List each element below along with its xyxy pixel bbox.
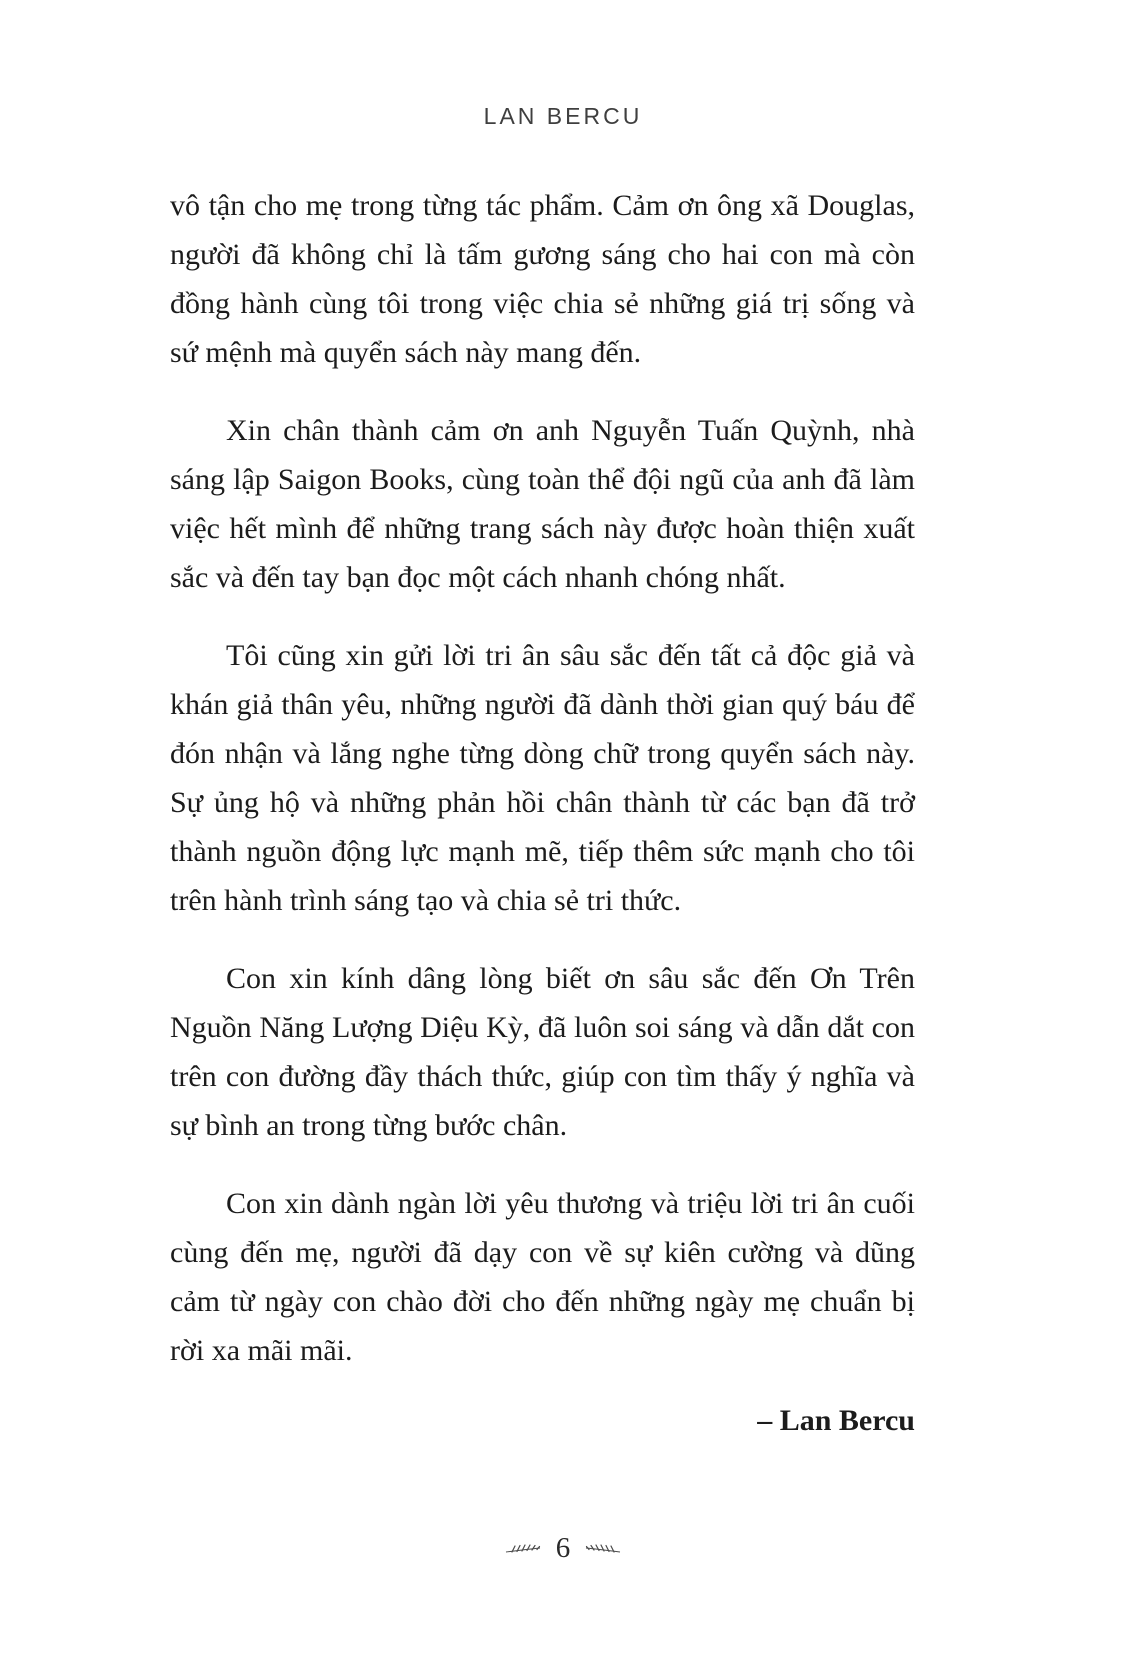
paragraph: vô tận cho mẹ trong từng tác phẩm. Cảm ơn ông xã Douglas, người đã không chỉ là tấm gương sáng cho hai con mà còn đồng hành cùng tôi trong việc chia sẻ những giá trị sống và sứ mệnh mà quyển sách này mang đến.	[170, 189, 915, 369]
laurel-sprig-right-icon	[584, 1542, 622, 1556]
paragraph: Xin chân thành cảm ơn anh Nguyễn Tuấn Quỳnh, nhà sáng lập Saigon Books, cùng toàn thể đội ngũ của anh đã làm việc hết mình để những trang sách này được hoàn thiện xuất sắc và đến tay bạn đọc một cách nhanh chóng nhất.	[170, 414, 915, 594]
running-header: LAN BERCU	[483, 103, 643, 129]
page-footer	[0, 1534, 1126, 1563]
paragraph: Con xin kính dâng lòng biết ơn sâu sắc đến Ơn Trên Nguồn Năng Lượng Diệu Kỳ, đã luôn soi sáng và dẫn dắt con trên con đường đầy thách thức, giúp con tìm thấy ý nghĩa và sự bình an trong từng bước chân.	[170, 962, 915, 1142]
page-number: 6	[555, 1532, 571, 1564]
laurel-sprig-left-icon	[504, 1542, 542, 1556]
page-body-text	[170, 181, 915, 1438]
author-signature: – Lan Bercu	[757, 1404, 915, 1437]
paragraph: Tôi cũng xin gửi lời tri ân sâu sắc đến tất cả độc giả và khán giả thân yêu, những người đã dành thời gian quý báu để đón nhận và lắng nghe từng dòng chữ trong quyển sách này. Sự ủng hộ và những phản hồi chân thành từ các bạn đã trở thành nguồn động lực mạnh mẽ, tiếp thêm sức mạnh cho tôi trên hành trình sáng tạo và chia sẻ tri thức.	[170, 639, 915, 917]
paragraph: Con xin dành ngàn lời yêu thương và triệu lời tri ân cuối cùng đến mẹ, người đã dạy con về sự kiên cường và dũng cảm từ ngày con chào đời cho đến những ngày mẹ chuẩn bị rời xa mãi mãi.	[170, 1187, 915, 1367]
